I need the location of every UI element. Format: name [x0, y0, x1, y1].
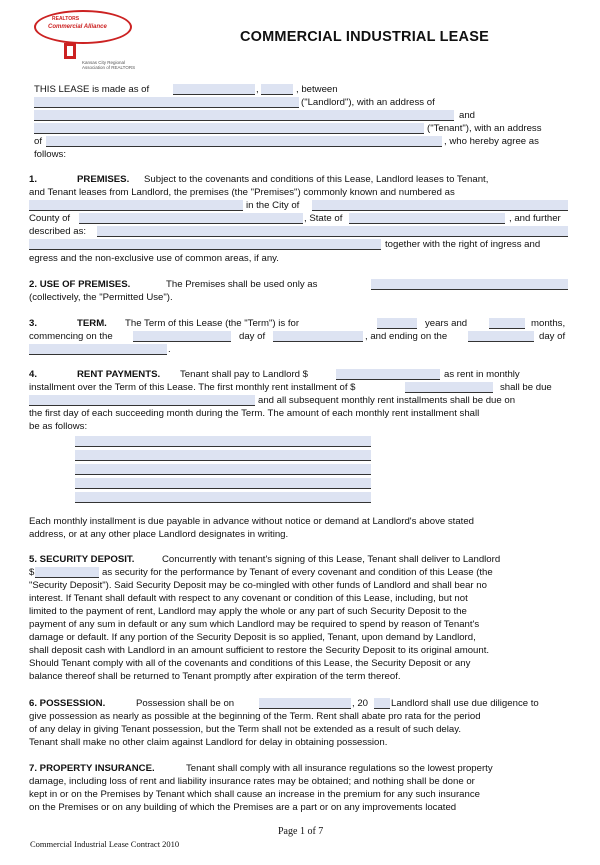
intro-comma: , [256, 84, 259, 95]
end-month-field[interactable] [29, 344, 167, 355]
county-field[interactable] [79, 213, 303, 224]
s6-year: , 20 [352, 698, 369, 709]
s3-years: years and [425, 318, 468, 329]
intro-follows: follows: [34, 149, 66, 160]
landlord-address-field[interactable] [34, 110, 454, 121]
s2-heading: 2. USE OF PREMISES. [29, 279, 131, 290]
s4-num: 4. [29, 369, 38, 380]
first-installment-field[interactable] [405, 382, 493, 393]
s5-dollar: $ [29, 567, 35, 578]
rent-schedule-line-1[interactable] [75, 436, 371, 447]
intro-landlord: ("Landlord"), with an address of [301, 97, 435, 108]
s7-line1: Tenant shall comply with all insurance regulations so the lowest property [186, 763, 493, 774]
logo-line2: Commercial Alliance [48, 24, 107, 30]
s6-diligence: Landlord shall use due diligence to [391, 698, 539, 709]
s2-line2: (collectively, the "Permitted Use"). [29, 292, 173, 303]
s3-head: TERM. [77, 318, 107, 329]
s5-line3: "Security Deposit"). Said Security Deposit may be co-mingled with other funds of Landlord and shall bear no [29, 580, 487, 591]
s4-due: shall be due [500, 382, 552, 393]
s4-monthly: as rent in monthly [444, 369, 520, 380]
s6-line3: of any delay in giving Tenant possession, but the Term shall not be extended as a result of such delay. [29, 724, 461, 735]
s6-line4: Tenant shall make no other claim against Landlord for delay in obtaining possession. [29, 737, 388, 748]
description-field-1[interactable] [97, 226, 568, 237]
start-day-field[interactable] [133, 331, 231, 342]
footer-text: Commercial Industrial Lease Contract 2010 [30, 839, 180, 849]
rent-schedule-line-3[interactable] [75, 464, 371, 475]
s1-line6: together with the right of ingress and [385, 239, 541, 250]
realtors-logo [34, 10, 134, 70]
document-title: COMMERCIAL INDUSTRIAL LEASE [240, 29, 489, 45]
city-field[interactable] [312, 200, 568, 211]
s3-line1: The Term of this Lease (the "Term") is for [125, 318, 300, 329]
s5-line8: shall deposit cash with Landlord in an amount sufficient to restore the Security Deposit to its original amount. [29, 645, 490, 656]
premises-address-field[interactable] [29, 200, 243, 211]
s1-further: , and further [509, 213, 561, 224]
rent-schedule-line-4[interactable] [75, 478, 371, 489]
possession-year-field[interactable] [374, 698, 390, 709]
s1-described: described as: [29, 226, 87, 237]
s4b-line2: address, or at any other place Landlord designates in writing. [29, 529, 289, 540]
s1-line1: Subject to the covenants and conditions of this Lease, Landlord leases to Tenant, [144, 174, 489, 185]
s7-line4: on the Premises or on any building of which the Premises are a part or on any improvements located [29, 802, 457, 813]
s4-line4: the first day of each succeeding month during the Term. The amount of each monthly rent installment shall [29, 408, 480, 419]
s3-ending: , and ending on the [365, 331, 448, 342]
rent-schedule-line-2[interactable] [75, 450, 371, 461]
s7-line3: kept in or on the Premises by Tenant which shall cause an increase in the premium for any such insurance [29, 789, 480, 800]
tenant-address-field[interactable] [46, 136, 442, 147]
intro-text: THIS LEASE is made as of [34, 84, 150, 95]
s5-line1: Concurrently with tenant's signing of this Lease, Tenant shall deliver to Landlord [162, 554, 501, 565]
s5-line10: balance thereof shall be returned to Tenant promptly after expiration of the term thereof. [29, 671, 401, 682]
intro-and: and [459, 110, 476, 121]
intro-agree: , who hereby agree as [444, 136, 539, 147]
s3-commencing: commencing on the [29, 331, 113, 342]
s4-line5: be as follows: [29, 421, 88, 432]
permitted-use-field[interactable] [371, 279, 568, 290]
s1-state: , State of [304, 213, 343, 224]
s4b-line1: Each monthly installment is due payable in advance without notice or demand at Landlord's above stated [29, 516, 475, 527]
s3-dayof2: day of [539, 331, 566, 342]
s7-head: 7. PROPERTY INSURANCE. [29, 763, 155, 774]
lease-date-field[interactable] [173, 84, 255, 95]
s3-num: 3. [29, 318, 38, 329]
s5-head: 5. SECURITY DEPOSIT. [29, 554, 135, 565]
s6-line1: Possession shall be on [136, 698, 235, 709]
s5-line6: payment of any sum in default or any sum which Landlord may be required to spend by reason of Tenant's [29, 619, 480, 630]
end-day-field[interactable] [468, 331, 534, 342]
s1-line3: in the City of [246, 200, 300, 211]
term-years-field[interactable] [377, 318, 417, 329]
s3-dayof: day of [239, 331, 266, 342]
s1-county: County of [29, 213, 71, 224]
tenant-name-field[interactable] [34, 123, 424, 134]
s5-line4: interest. If Tenant shall default with respect to any covenant or condition of this Lease, including, but not [29, 593, 468, 604]
description-field-2[interactable] [29, 239, 381, 250]
s4-line2: installment over the Term of this Lease. The first monthly rent installment of $ [29, 382, 356, 393]
s6-line2: give possession as nearly as possible at the beginning of the Term. Rent shall abate pro rata for the period [29, 711, 481, 722]
rent-amount-field[interactable] [336, 369, 440, 380]
intro-of: of [34, 136, 43, 147]
s5-line7: damage or default. If any portion of the Security Deposit is so applied, Tenant, upon demand by Landlord, [29, 632, 476, 643]
landlord-name-field[interactable] [34, 97, 299, 108]
possession-date-field[interactable] [259, 698, 351, 709]
term-months-field[interactable] [489, 318, 525, 329]
rent-schedule-line-5[interactable] [75, 492, 371, 503]
s1-line2: and Tenant leases from Landlord, the premises (the "Premises") commonly known and numbered as [29, 187, 455, 198]
s7-line2: damage, including loss of rent and liability insurance rates may be obtained; and nothing shall be done or [29, 776, 475, 787]
security-deposit-field[interactable] [35, 567, 99, 578]
s1-num: 1. [29, 174, 38, 185]
s4-head: RENT PAYMENTS. [77, 369, 161, 380]
s6-head: 6. POSSESSION. [29, 698, 106, 709]
s3-months: months, [531, 318, 566, 329]
page-number: Page 1 of 7 [278, 826, 324, 837]
s2-line1: The Premises shall be used only as [166, 279, 318, 290]
realtor-r-icon [64, 43, 76, 59]
start-month-field[interactable] [273, 331, 363, 342]
logo-line3: Kansas City Regional Association of REALTORS [82, 60, 136, 70]
s5-line2: as security for the performance by Tenant of every covenant and condition of this Lease (the [102, 567, 493, 578]
logo-line1: REALTORS [52, 16, 80, 22]
s4-line3: and all subsequent monthly rent installments shall be due on [258, 395, 516, 406]
intro-between: , between [296, 84, 338, 95]
s5-line5: limited to the payment of rent, Landlord may apply the whole or any part of such Security Deposit to the [29, 606, 467, 617]
lease-year-field[interactable] [261, 84, 293, 95]
s4-line1: Tenant shall pay to Landlord $ [180, 369, 309, 380]
state-field[interactable] [349, 213, 505, 224]
first-installment-date-field[interactable] [29, 395, 255, 406]
s1-line7: egress and the non-exclusive use of common areas, if any. [29, 253, 279, 264]
intro-tenant: ("Tenant"), with an address [427, 123, 542, 134]
s5-line9: Should Tenant comply with all of the covenants and conditions of this Lease, the Security Deposit or any [29, 658, 471, 669]
s1-head: PREMISES. [77, 174, 130, 185]
s3-period: . [168, 344, 171, 355]
